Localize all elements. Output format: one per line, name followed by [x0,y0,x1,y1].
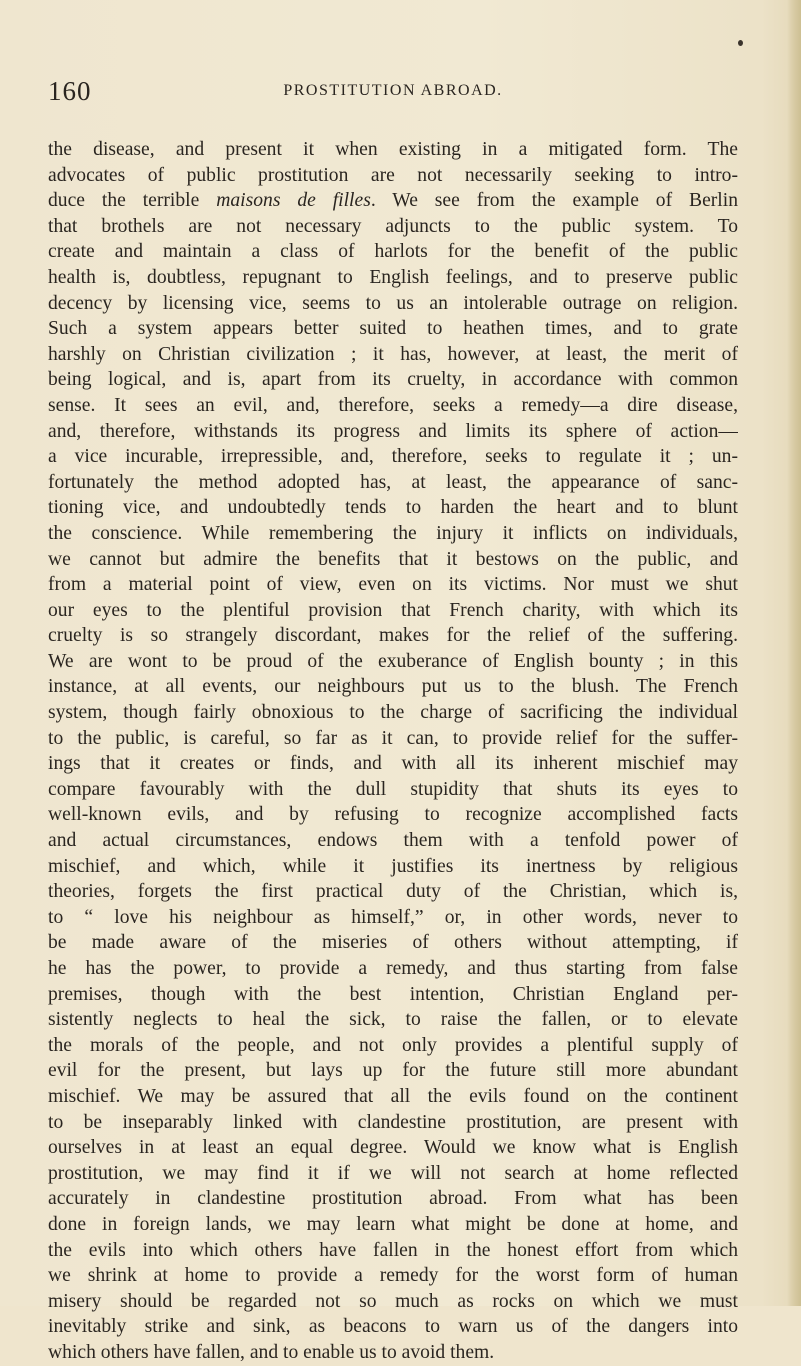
text-line: be made aware of the miseries of others without attempting, if [48,932,738,954]
text-line: duce the terrible maisons de filles. We see from the example of Berlin [48,190,738,212]
body-text [48,137,738,1366]
text-line: instance, at all events, our neighbours put us to the blush. The French [48,676,738,698]
text-line: compare favourably with the dull stupidity that shuts its eyes to [48,778,738,800]
text-line: theories, forgets the first practical duty of the Christian, which is, [48,881,738,903]
text-line: ings that it creates or finds, and with all its inherent mischief may [48,753,738,775]
page-number: 160 [48,76,92,106]
text-line: sistently neglects to heal the sick, to raise the fallen, or to elevate [48,1009,738,1031]
text-line: tioning vice, and undoubtedly tends to harden the heart and to blunt [48,497,738,519]
text-line: the morals of the people, and not only provides a plentiful supply of [48,1034,738,1056]
text-line: and, therefore, withstands its progress and limits its sphere of action— [48,420,738,442]
italic-phrase: maisons de filles [216,190,371,212]
print-speck [738,40,743,46]
text-line: and actual circumstances, endows them with a tenfold power of [48,830,738,852]
text-line: which others have fallen, and to enable us to avoid them. [48,1341,495,1363]
text-line: create and maintain a class of harlots for the benefit of the public [48,241,738,263]
text-line: health is, doubtless, repugnant to English feelings, and to preserve public [48,266,738,288]
text-line: advocates of public prostitution are not necessarily seeking to intro- [48,164,738,186]
text-line: well-known evils, and by refusing to recognize accomplished facts [48,804,738,826]
text-line: the conscience. While remembering the injury it inflicts on individuals, [48,522,738,544]
text-line: he has the power, to provide a remedy, and thus starting from false [48,958,738,979]
text-line: premises, though with the best intention, Christian England per- [48,983,738,1005]
text-line: mischief, and which, while it justifies its inertness by religious [48,855,738,877]
text-line: to be inseparably linked with clandestine prostitution, are present with [48,1111,738,1133]
text-line: from a material point of view, even on its victims. Nor must we shut [48,574,738,596]
page-edge-shadow [787,0,801,1306]
text-line: mischief. We may be assured that all the evils found on the continent [48,1085,738,1107]
text-line: to the public, is careful, so far as it can, to provide relief for the suffer- [48,727,738,749]
text-line: a vice incurable, irrepressible, and, therefore, seeks to regulate it ; un- [48,446,738,468]
text-line: We are wont to be proud of the exuberance of English bounty ; in this [48,650,738,672]
text-line: harshly on Christian civilization ; it has, however, at least, the merit of [48,343,738,365]
text-line: we shrink at home to provide a remedy for the worst form of human [48,1265,738,1287]
text-line: evil for the present, but lays up for the future still more abundant [48,1060,738,1082]
text-line: inevitably strike and sink, as beacons to warn us of the dangers into [48,1316,738,1338]
text-line: the evils into which others have fallen in the honest effort from which [48,1239,738,1261]
text-line: sense. It sees an evil, and, therefore, seeks a remedy—a dire disease, [48,394,738,416]
text-line: done in foreign lands, we may learn what might be done at home, and [48,1213,738,1235]
text-line: the disease, and present it when existing in a mitigated form. The [48,139,738,160]
text-line: prostitution, we may find it if we will not search at home reflected [48,1162,738,1184]
text-line: to “ love his neighbour as himself,” or, in other words, never to [48,906,738,928]
text-line: fortunately the method adopted has, at least, the appearance of sanc- [48,471,738,493]
running-head [48,76,738,106]
text-line: system, though fairly obnoxious to the charge of sacrificing the individual [48,702,738,724]
text-line: being logical, and is, apart from its cruelty, in accordance with common [48,369,738,391]
text-line: decency by licensing vice, seems to us an intolerable outrage on religion. [48,292,738,314]
text-line: accurately in clandestine prostitution abroad. From what has been [48,1188,738,1210]
text-line: misery should be regarded not so much as rocks on which we must [48,1290,738,1312]
text-line: we cannot but admire the benefits that it bestows on the public, and [48,548,738,570]
text-line: cruelty is so strangely discordant, makes for the relief of the suffering. [48,625,738,647]
text-line: ourselves in at least an equal degree. Would we know what is English [48,1137,738,1159]
text-line: that brothels are not necessary adjuncts to the public system. To [48,215,738,237]
text-line: our eyes to the plentiful provision that French charity, with which its [48,599,738,621]
text-line: Such a system appears better suited to heathen times, and to grate [48,318,738,340]
running-title: PROSTITUTION ABROAD. [283,82,503,99]
